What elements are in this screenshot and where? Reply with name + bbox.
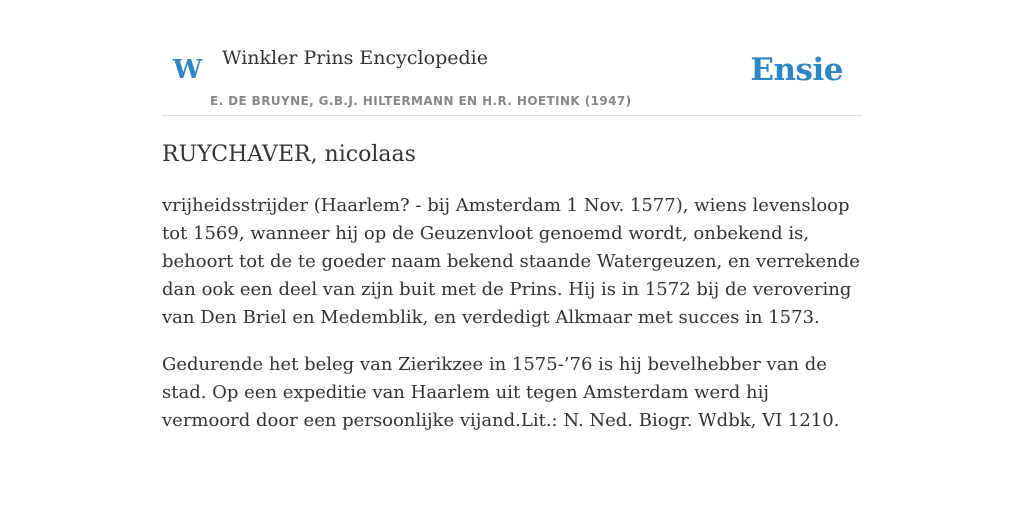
- source-title[interactable]: Winkler Prins Encyclopedie: [222, 47, 488, 69]
- entry-paragraph: vrijheidsstrijder (Haarlem? - bij Amsterdam 1 Nov. 1577), wiens levensloop tot 1569, wanneer hij op de Geuzenvloot genoemd wordt, onbekend is, behoort tot de te goeder naam bekend staande Watergeuzen, en verrekende dan ook een deel van zijn buit met de Prins. Hij is in 1572 bij de verovering van Den Briel en Medemblik, en verdedigt Alkmaar met succes in 1573.: [162, 195, 860, 328]
- entry-title: RUYCHAVER, nicolaas: [162, 142, 416, 167]
- entry-body: [162, 192, 862, 454]
- source-authors: E. DE BRUYNE, G.B.J. HILTERMANN EN H.R. HOETINK (1947): [210, 94, 632, 108]
- source-header: [162, 40, 862, 116]
- winkler-prins-logo[interactable]: W: [173, 55, 203, 85]
- entry-card: [162, 40, 862, 431]
- ensie-logo-link[interactable]: Ensie: [750, 52, 843, 88]
- entry-paragraph: Gedurende het beleg van Zierikzee in 1575-’76 is hij bevelhebber van de stad. Op een expeditie van Haarlem uit tegen Amsterdam werd hij vermoord door een persoonlijke vijand.Lit.: N. Ned. Biogr. Wdbk, VI 1210.: [162, 354, 840, 431]
